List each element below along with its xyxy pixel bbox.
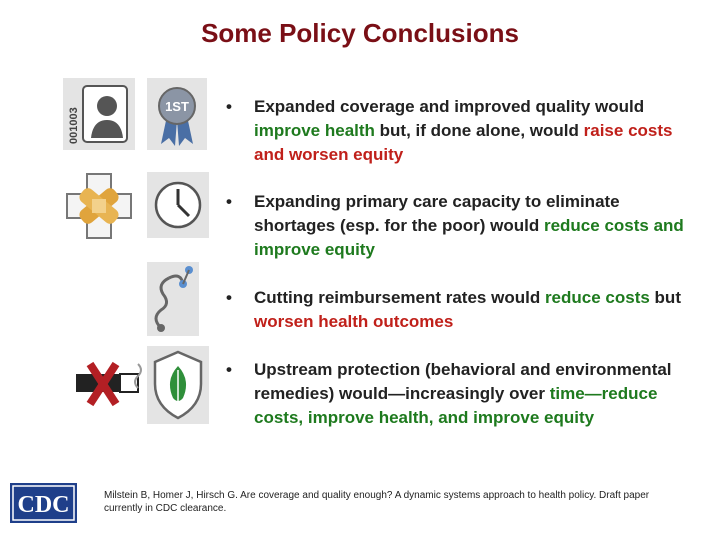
highlight-positive: improve health xyxy=(254,121,375,140)
bullet-text: Cutting reimbursement rates would xyxy=(254,288,545,307)
bullet-text: but, if done alone, would xyxy=(374,121,584,140)
badge-text: 1ST xyxy=(165,99,189,114)
id-number-text: 001003 xyxy=(68,107,80,144)
leaf-shield-icon xyxy=(147,346,209,424)
bullet-marker: • xyxy=(226,192,232,211)
highlight-negative: raise costs and worsen equity xyxy=(254,121,673,164)
bandage-cross-icon xyxy=(63,170,135,242)
citation: Milstein B, Homer J, Hirsch G. Are coverage and quality enough? A dynamic systems approach to health policy. Draft paper currently in CDC clearance. xyxy=(104,490,650,514)
bullet-text: but xyxy=(649,288,681,307)
bullet-coverage xyxy=(226,95,696,167)
bullet-text: Expanding primary care capacity to eliminate shortages (esp. for the poor) would xyxy=(254,192,620,235)
first-place-ribbon-icon xyxy=(147,78,207,150)
bullet-primary-care xyxy=(226,190,696,262)
bullet-upstream-protection xyxy=(226,358,696,430)
stethoscope-icon xyxy=(147,262,199,336)
bullet-text: Upstream protection (behavioral and environmental remedies) would—increasingly over xyxy=(254,360,672,403)
bullet-marker: • xyxy=(226,360,232,379)
highlight-positive: reduce costs xyxy=(544,288,650,307)
highlight-negative: worsen health outcomes xyxy=(254,312,454,331)
highlight-positive: time—reduce costs, improve health, and improve equity xyxy=(254,384,658,427)
no-smoking-icon xyxy=(76,360,146,408)
bullet-marker: • xyxy=(226,288,232,307)
person-id-badge-icon xyxy=(63,78,135,150)
clock-icon xyxy=(147,172,209,238)
bullet-marker: • xyxy=(226,97,232,116)
bullet-text: Expanded coverage and improved quality would xyxy=(254,97,645,116)
cdc-logo xyxy=(10,483,77,523)
bullet-reimbursement xyxy=(226,286,696,334)
cdc-logo-text: CDC xyxy=(17,492,70,518)
highlight-positive: reduce costs and improve equity xyxy=(254,216,684,259)
slide-title: Some Policy Conclusions xyxy=(201,18,519,48)
